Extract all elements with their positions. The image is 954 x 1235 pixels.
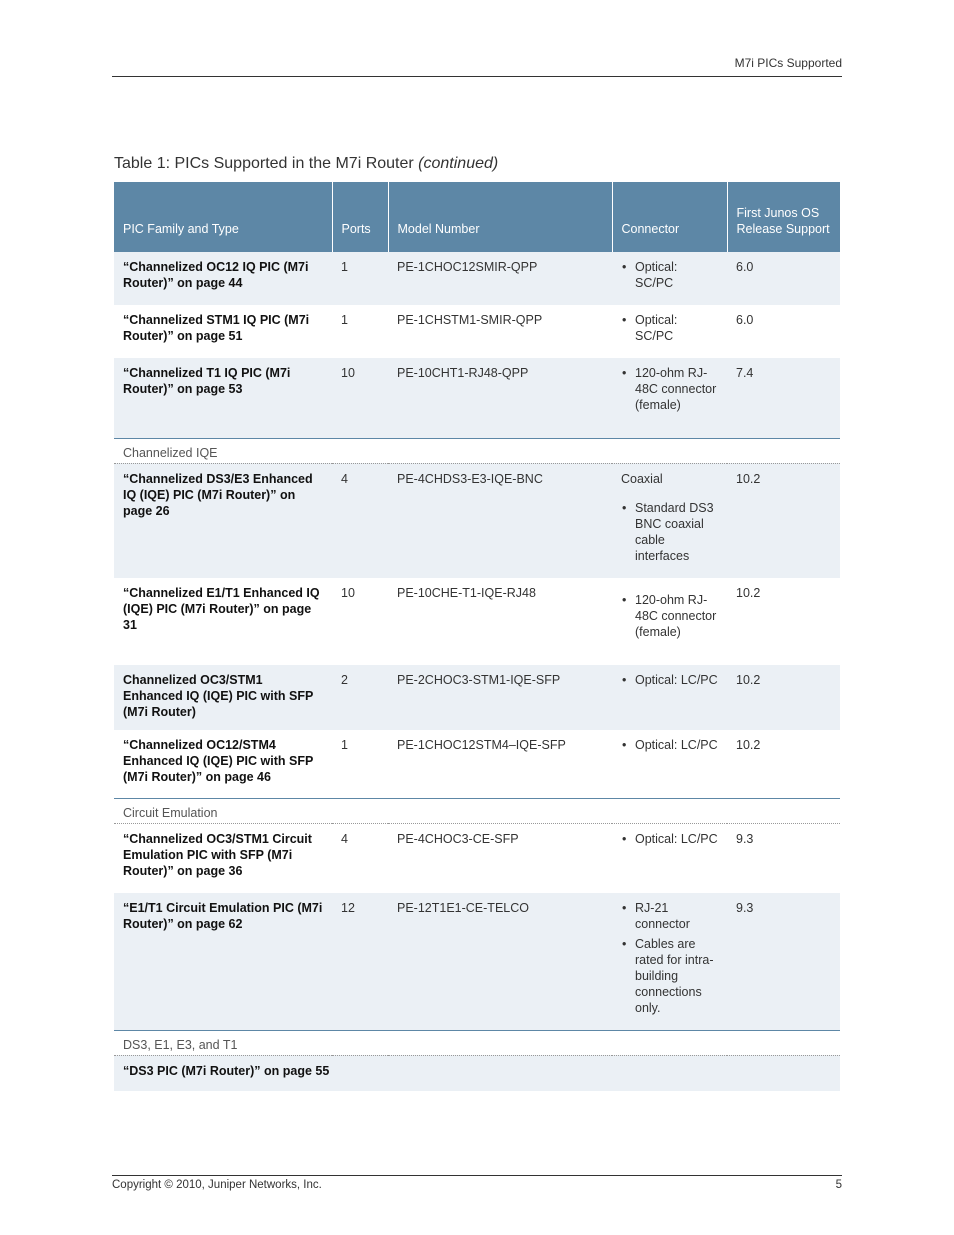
release-cell: 9.3 (736, 832, 754, 846)
model-cell: PE-1CHSTM1-SMIR-QPP (397, 313, 543, 327)
ports-cell: 4 (332, 463, 388, 578)
release-cell (727, 1055, 840, 1091)
table-header-row (114, 182, 840, 252)
section-row (114, 438, 840, 463)
pic-link[interactable]: “Channelized OC12/STM4 Enhanced IQ (IQE) PIC with SFP (M7i Router)” on page 46 (123, 737, 314, 784)
ports-cell: 12 (332, 893, 388, 1031)
connector-cell (612, 463, 727, 578)
connector-bullet: • Cables are rated for intra-building connections only. (621, 936, 718, 1016)
connector-bullet: • Standard DS3 BNC coaxial cable interfaces (621, 500, 718, 564)
header-section-title: M7i PICs Supported (734, 56, 842, 70)
pic-link[interactable]: “DS3 PIC (M7i Router)” on page 55 (114, 1055, 388, 1091)
table-title-main: Table 1: PICs Supported in the M7i Router (114, 155, 414, 172)
section-label: Channelized IQE (114, 438, 840, 463)
model-cell: PE-12T1E1-CE-TELCO (388, 893, 612, 1031)
connector-cell (612, 358, 727, 438)
connector-cell (612, 252, 727, 305)
ports-cell: 2 (332, 665, 388, 730)
model-cell: PE-10CHT1-RJ48-QPP (388, 358, 612, 438)
connector-cell (612, 1055, 727, 1091)
table-row (114, 358, 840, 438)
model-cell: PE-2CHOC3-STM1-IQE-SFP (388, 665, 612, 730)
connector-cell (612, 578, 727, 665)
table-row (114, 252, 840, 305)
col-header-model-number: Model Number (388, 182, 612, 252)
release-cell: 6.0 (736, 313, 754, 327)
ports-cell: 1 (341, 737, 348, 752)
model-cell: PE-1CHOC12SMIR-QPP (388, 252, 612, 305)
pic-link[interactable]: “Channelized OC3/STM1 Circuit Emulation PIC with SFP (M7i Router)” on page 36 (123, 832, 312, 878)
pic-link[interactable]: “Channelized STM1 IQ PIC (M7i Router)” on page 51 (123, 313, 310, 343)
connector-bullet: • Optical: SC/PC (621, 312, 718, 344)
release-cell: 6.0 (727, 252, 840, 305)
release-cell: 9.3 (727, 893, 840, 1031)
ports-cell: 4 (341, 832, 348, 846)
model-cell: PE-4CHOC3-CE-SFP (397, 832, 519, 846)
table-row (114, 730, 840, 799)
table-row (114, 578, 840, 665)
connector-cell (612, 305, 727, 358)
table-title (114, 155, 498, 173)
pics-table (114, 182, 840, 1091)
release-cell: 10.2 (727, 463, 840, 578)
table-row (114, 463, 840, 578)
pic-link[interactable]: “Channelized OC12 IQ PIC (M7i Router)” on page 44 (114, 252, 332, 305)
connector-bullet: • 120-ohm RJ-48C connector (female) (621, 365, 718, 413)
col-header-connector: Connector (612, 182, 727, 252)
copyright-text: Copyright © 2010, Juniper Networks, Inc. (112, 1179, 322, 1191)
pic-link[interactable]: “Channelized DS3/E3 Enhanced IQ (IQE) PIC (M7i Router)” on page 26 (114, 463, 332, 578)
section-label: DS3, E1, E3, and T1 (114, 1030, 840, 1055)
connector-bullet: • Optical: LC/PC (621, 831, 718, 847)
connector-bullet: • Optical: LC/PC (621, 737, 718, 753)
table-row (114, 665, 840, 730)
table-row (114, 824, 840, 893)
ports-cell: 10 (332, 358, 388, 438)
model-cell: PE-1CHOC12STM4–IQE-SFP (397, 737, 566, 752)
section-row (114, 1030, 840, 1055)
page-footer (112, 1175, 842, 1191)
ports-cell: 1 (341, 313, 348, 327)
pic-link[interactable]: “E1/T1 Circuit Emulation PIC (M7i Router)” on page 62 (114, 893, 332, 1031)
page-number: 5 (835, 1179, 842, 1191)
ports-cell: 1 (332, 252, 388, 305)
release-cell: 10.2 (736, 585, 761, 600)
col-header-ports: Ports (332, 182, 388, 252)
pic-text: Channelized OC3/STM1 Enhanced IQ (IQE) PIC with SFP (M7i Router) (114, 665, 332, 730)
model-cell (388, 1055, 612, 1091)
running-header (112, 56, 842, 77)
connector-bullet: • Optical: LC/PC (621, 672, 718, 688)
connector-cell (612, 665, 727, 730)
ports-cell: 10 (341, 585, 355, 600)
release-cell: 10.2 (736, 737, 761, 752)
model-cell: PE-4CHDS3-E3-IQE-BNC (388, 463, 612, 578)
section-row (114, 799, 840, 824)
connector-cell (612, 893, 727, 1031)
model-cell: PE-10CHE-T1-IQE-RJ48 (397, 585, 536, 600)
connector-cell (612, 730, 727, 799)
table-row (114, 893, 840, 1031)
table-row (114, 305, 840, 358)
connector-bullet: • Optical: SC/PC (621, 259, 718, 291)
connector-bullet: • 120-ohm RJ-48C connector (female) (621, 592, 718, 640)
release-cell: 7.4 (727, 358, 840, 438)
connector-text: Coaxial (621, 471, 663, 486)
col-header-first-release: First Junos OS Release Support (727, 182, 840, 252)
connector-bullet: • RJ-21 connector (621, 900, 718, 932)
table-row (114, 1055, 840, 1091)
connector-cell (612, 824, 727, 893)
pic-link[interactable]: “Channelized T1 IQ PIC (M7i Router)” on page 53 (114, 358, 332, 438)
table-title-suffix: (continued) (418, 155, 499, 172)
pic-link[interactable]: “Channelized E1/T1 Enhanced IQ (IQE) PIC (M7i Router)” on page 31 (123, 585, 320, 632)
release-cell: 10.2 (727, 665, 840, 730)
col-header-pic-family: PIC Family and Type (114, 182, 332, 252)
section-label: Circuit Emulation (114, 799, 840, 824)
